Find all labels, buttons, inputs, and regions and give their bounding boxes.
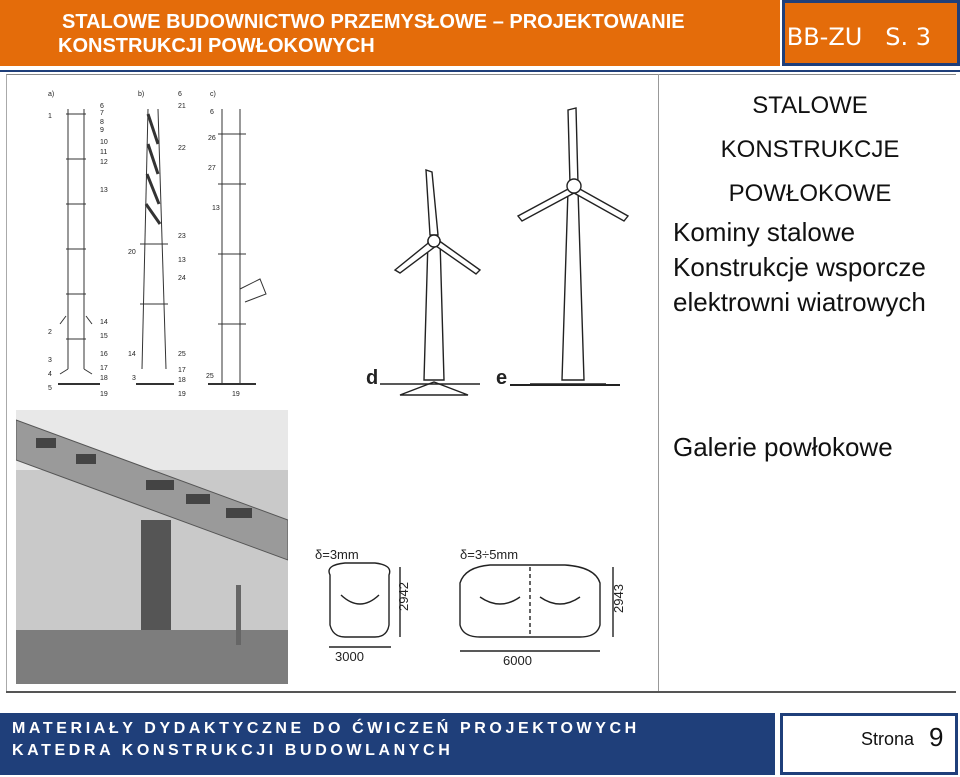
chimney-b-label: 25 [178,351,186,358]
chimney-b-label: 23 [178,233,186,240]
chimney-a-label: 1 [48,113,52,120]
chimney-a-label: 17 [100,365,108,372]
chimney-b-label: 24 [178,275,186,282]
chimney-b-label: 13 [178,257,186,264]
chimney-a-label: 4 [48,371,52,378]
chimney-a-label: 6 [100,103,104,110]
gallery-cross-sections-drawing [305,545,650,675]
chimney-c-label: 25 [206,373,214,380]
right-section-thickness: δ=3÷5mm [460,547,519,562]
chimney-b-label: 3 [132,375,136,382]
horizontal-divider [6,691,956,693]
page-number-box [780,713,958,775]
chimney-b-label: 6 [178,91,182,98]
footer-band [0,713,775,775]
turbine-label-e: e [496,367,508,389]
chimney-c-label: 6 [210,109,214,116]
heading-line: POWŁOKOWE [728,180,892,207]
chimney-b-label: 20 [128,249,136,256]
right-section-height: 2943 [611,584,626,613]
header-title-line2: KONSTRUKCJI POWŁOKOWYCH [58,35,375,57]
chimney-c-label: 26 [208,135,216,142]
chimney-a-label: 8 [100,119,104,126]
section-heading [665,84,955,216]
course-code-box [782,0,960,66]
slide-footer [0,713,960,777]
chimney-b-label: 22 [178,145,186,152]
heading-line: KONSTRUKCJE [720,136,900,163]
topic-list [673,215,958,320]
gallery-photo [16,410,288,684]
header-title [58,10,758,58]
chimney-a-label: 12 [100,159,108,166]
steel-chimneys-drawing [40,84,280,404]
chimney-a-label: 5 [48,385,52,392]
topic-item: Kominy stalowe [673,217,856,247]
chimney-a-label: 2 [48,329,52,336]
chimney-b-label: 17 [178,367,186,374]
chimney-b-label: 21 [178,103,186,110]
page-label: Strona [861,729,915,749]
footer-line2: KATEDRA KONSTRUKCJI BUDOWLANYCH [12,742,454,759]
turbine-label-d: d [366,367,379,389]
panel-label-c: c) [210,91,216,98]
topic-item: elektrowni wiatrowych [673,287,926,317]
chimney-c-label: 19 [232,391,240,398]
chimney-a-label: 13 [100,187,108,194]
chimney-b-label: 19 [178,391,186,398]
slide-header [0,0,960,72]
chimney-a-label: 18 [100,375,108,382]
left-section-thickness: δ=3mm [315,547,359,562]
topic-item: Konstrukcje wsporcze [673,252,926,282]
gallery-label: Galerie powłokowe [673,432,893,462]
course-code: BB-ZU S. 3 [786,23,931,51]
chimney-a-label: 9 [100,127,104,134]
panel-label-b: b) [138,91,145,98]
footer-line1: MATERIAŁY DYDAKTYCZNE DO ĆWICZEŃ PROJEKTOWYCH [12,720,640,737]
chimney-a-label: 14 [100,319,108,326]
chimney-a-label: 3 [48,357,52,364]
chimney-a-label: 15 [100,333,108,340]
wind-turbine-towers-drawing [340,100,640,410]
heading-line: STALOWE [752,92,868,119]
page-number: 9 [929,722,944,752]
chimney-c-label: 27 [208,165,216,172]
left-section-width: 3000 [335,649,364,664]
header-title-line1: STALOWE BUDOWNICTWO PRZEMYSŁOWE – PROJEKTOWANIE [62,11,685,33]
chimney-b-label: 14 [128,351,136,358]
chimney-a-label: 11 [100,149,108,156]
chimney-a-label: 10 [100,139,108,146]
chimney-a-label: 16 [100,351,108,358]
left-section-height: 2942 [396,582,411,611]
chimney-a-label: 7 [100,110,104,117]
chimney-b-label: 18 [178,377,186,384]
chimney-a-label: 19 [100,391,108,398]
panel-label-a: a) [48,91,55,98]
right-section-width: 6000 [503,653,532,668]
chimney-c-label: 13 [212,205,220,212]
vertical-divider [658,74,659,692]
